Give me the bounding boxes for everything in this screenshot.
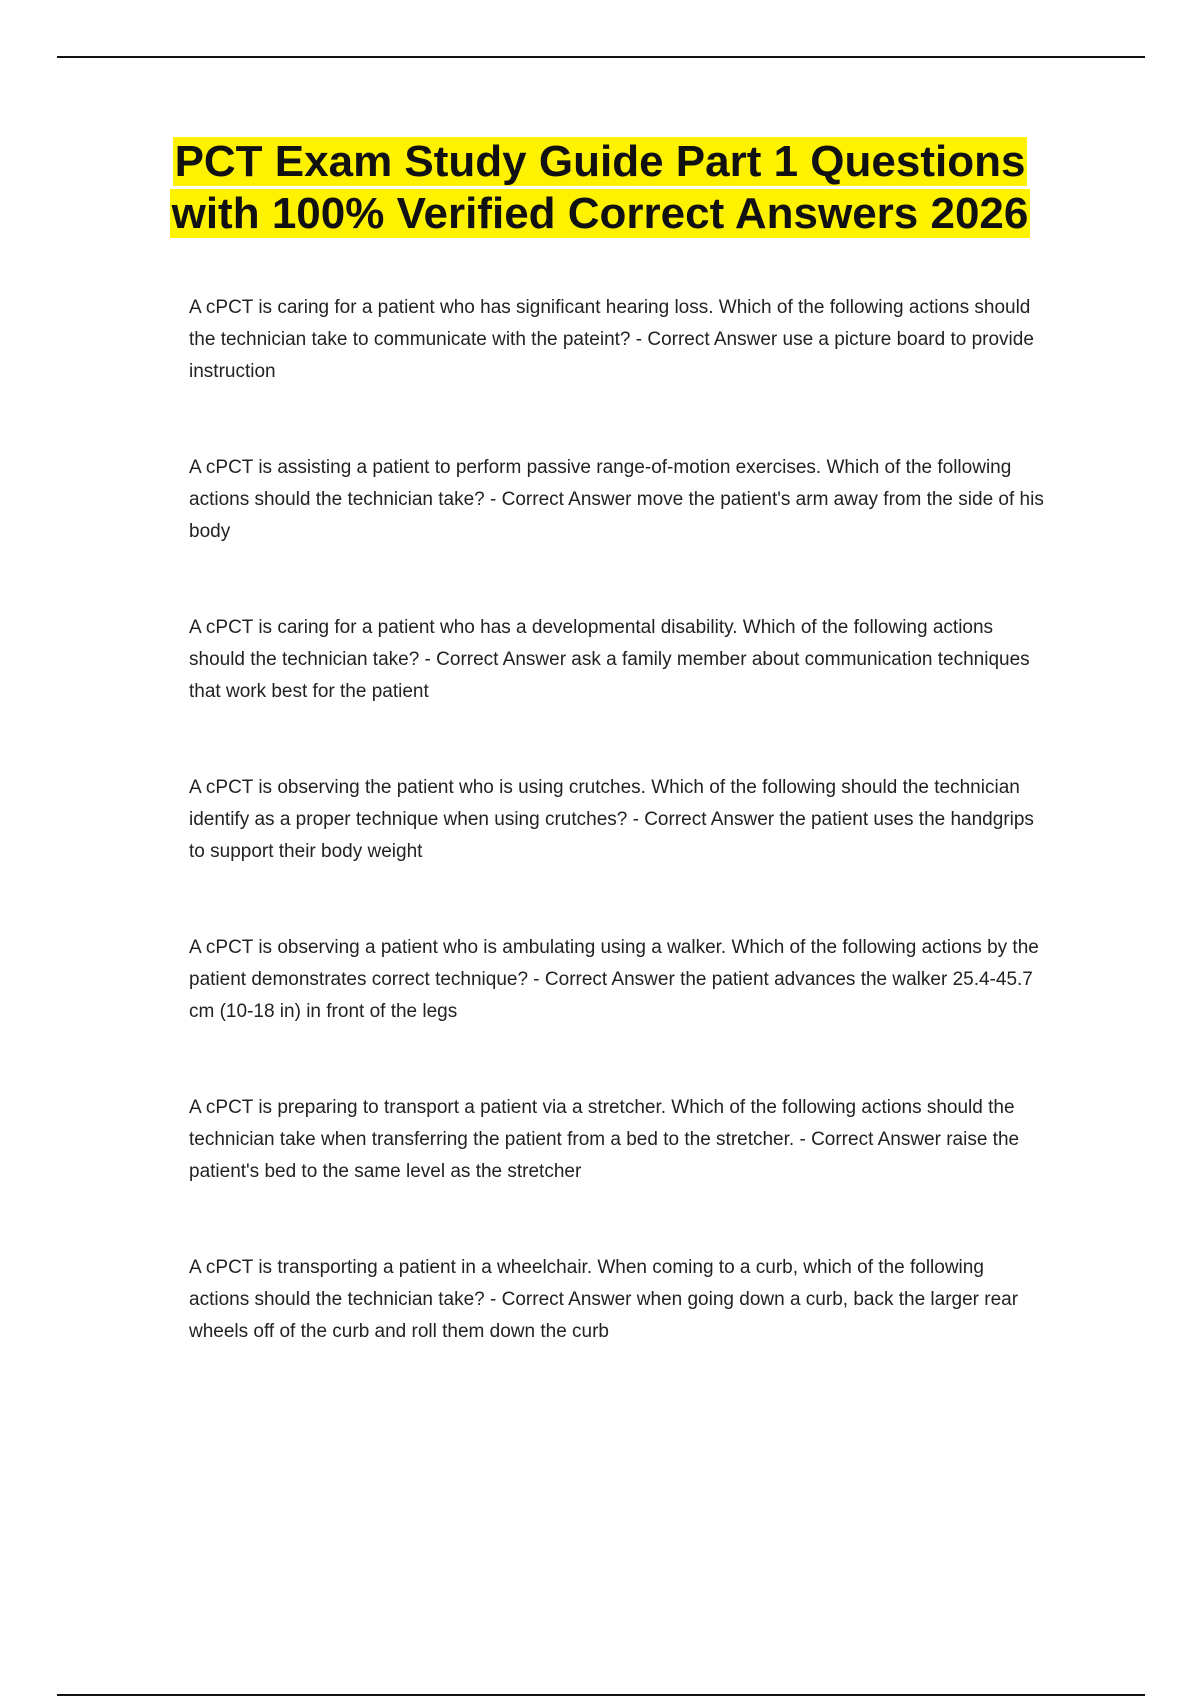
document-title: PCT Exam Study Guide Part 1 Questions with 100% Verified Correct Answers 2026 [171, 137, 1029, 238]
qa-item-4: A cPCT is observing the patient who is using crutches. Which of the following should the technician identify as a proper technique when using crutches? - Correct Answer the patient uses the handgrips to support their body weight [189, 777, 1034, 862]
qa-item-7: A cPCT is transporting a patient in a wheelchair. When coming to a curb, which of the following actions should the technician take? - Correct Answer when going down a curb, back the larger rear wheels off of the curb and roll them down the curb [189, 1257, 1019, 1342]
question-answer-list [189, 292, 1049, 1412]
qa-item-6: A cPCT is preparing to transport a patient via a stretcher. Which of the following actions should the technician take when transferring the patient from a bed to the stretcher. - Correct Answer raise the patient's bed to the same level as the stretcher [189, 1097, 1020, 1182]
qa-item-2: A cPCT is assisting a patient to perform passive range-of-motion exercises. Which of the following actions should the technician take? - Correct Answer move the patient's arm away from the side of his body [189, 457, 1044, 542]
title-block [150, 136, 1050, 240]
qa-item-3: A cPCT is caring for a patient who has a developmental disability. Which of the following actions should the technician take? - Correct Answer ask a family member about communication techniques that work best for the patient [189, 617, 1030, 702]
qa-item-5: A cPCT is observing a patient who is ambulating using a walker. Which of the following actions by the patient demonstrates correct technique? - Correct Answer the patient advances the walker 25.4-45.7 cm (10-18 in) in front of the legs [189, 937, 1039, 1022]
bottom-rule [57, 1694, 1145, 1696]
qa-item-1: A cPCT is caring for a patient who has significant hearing loss. Which of the following actions should the technician take to communicate with the pateint? - Correct Answer use a picture board to provide instruction [189, 297, 1034, 382]
top-rule [57, 56, 1145, 58]
